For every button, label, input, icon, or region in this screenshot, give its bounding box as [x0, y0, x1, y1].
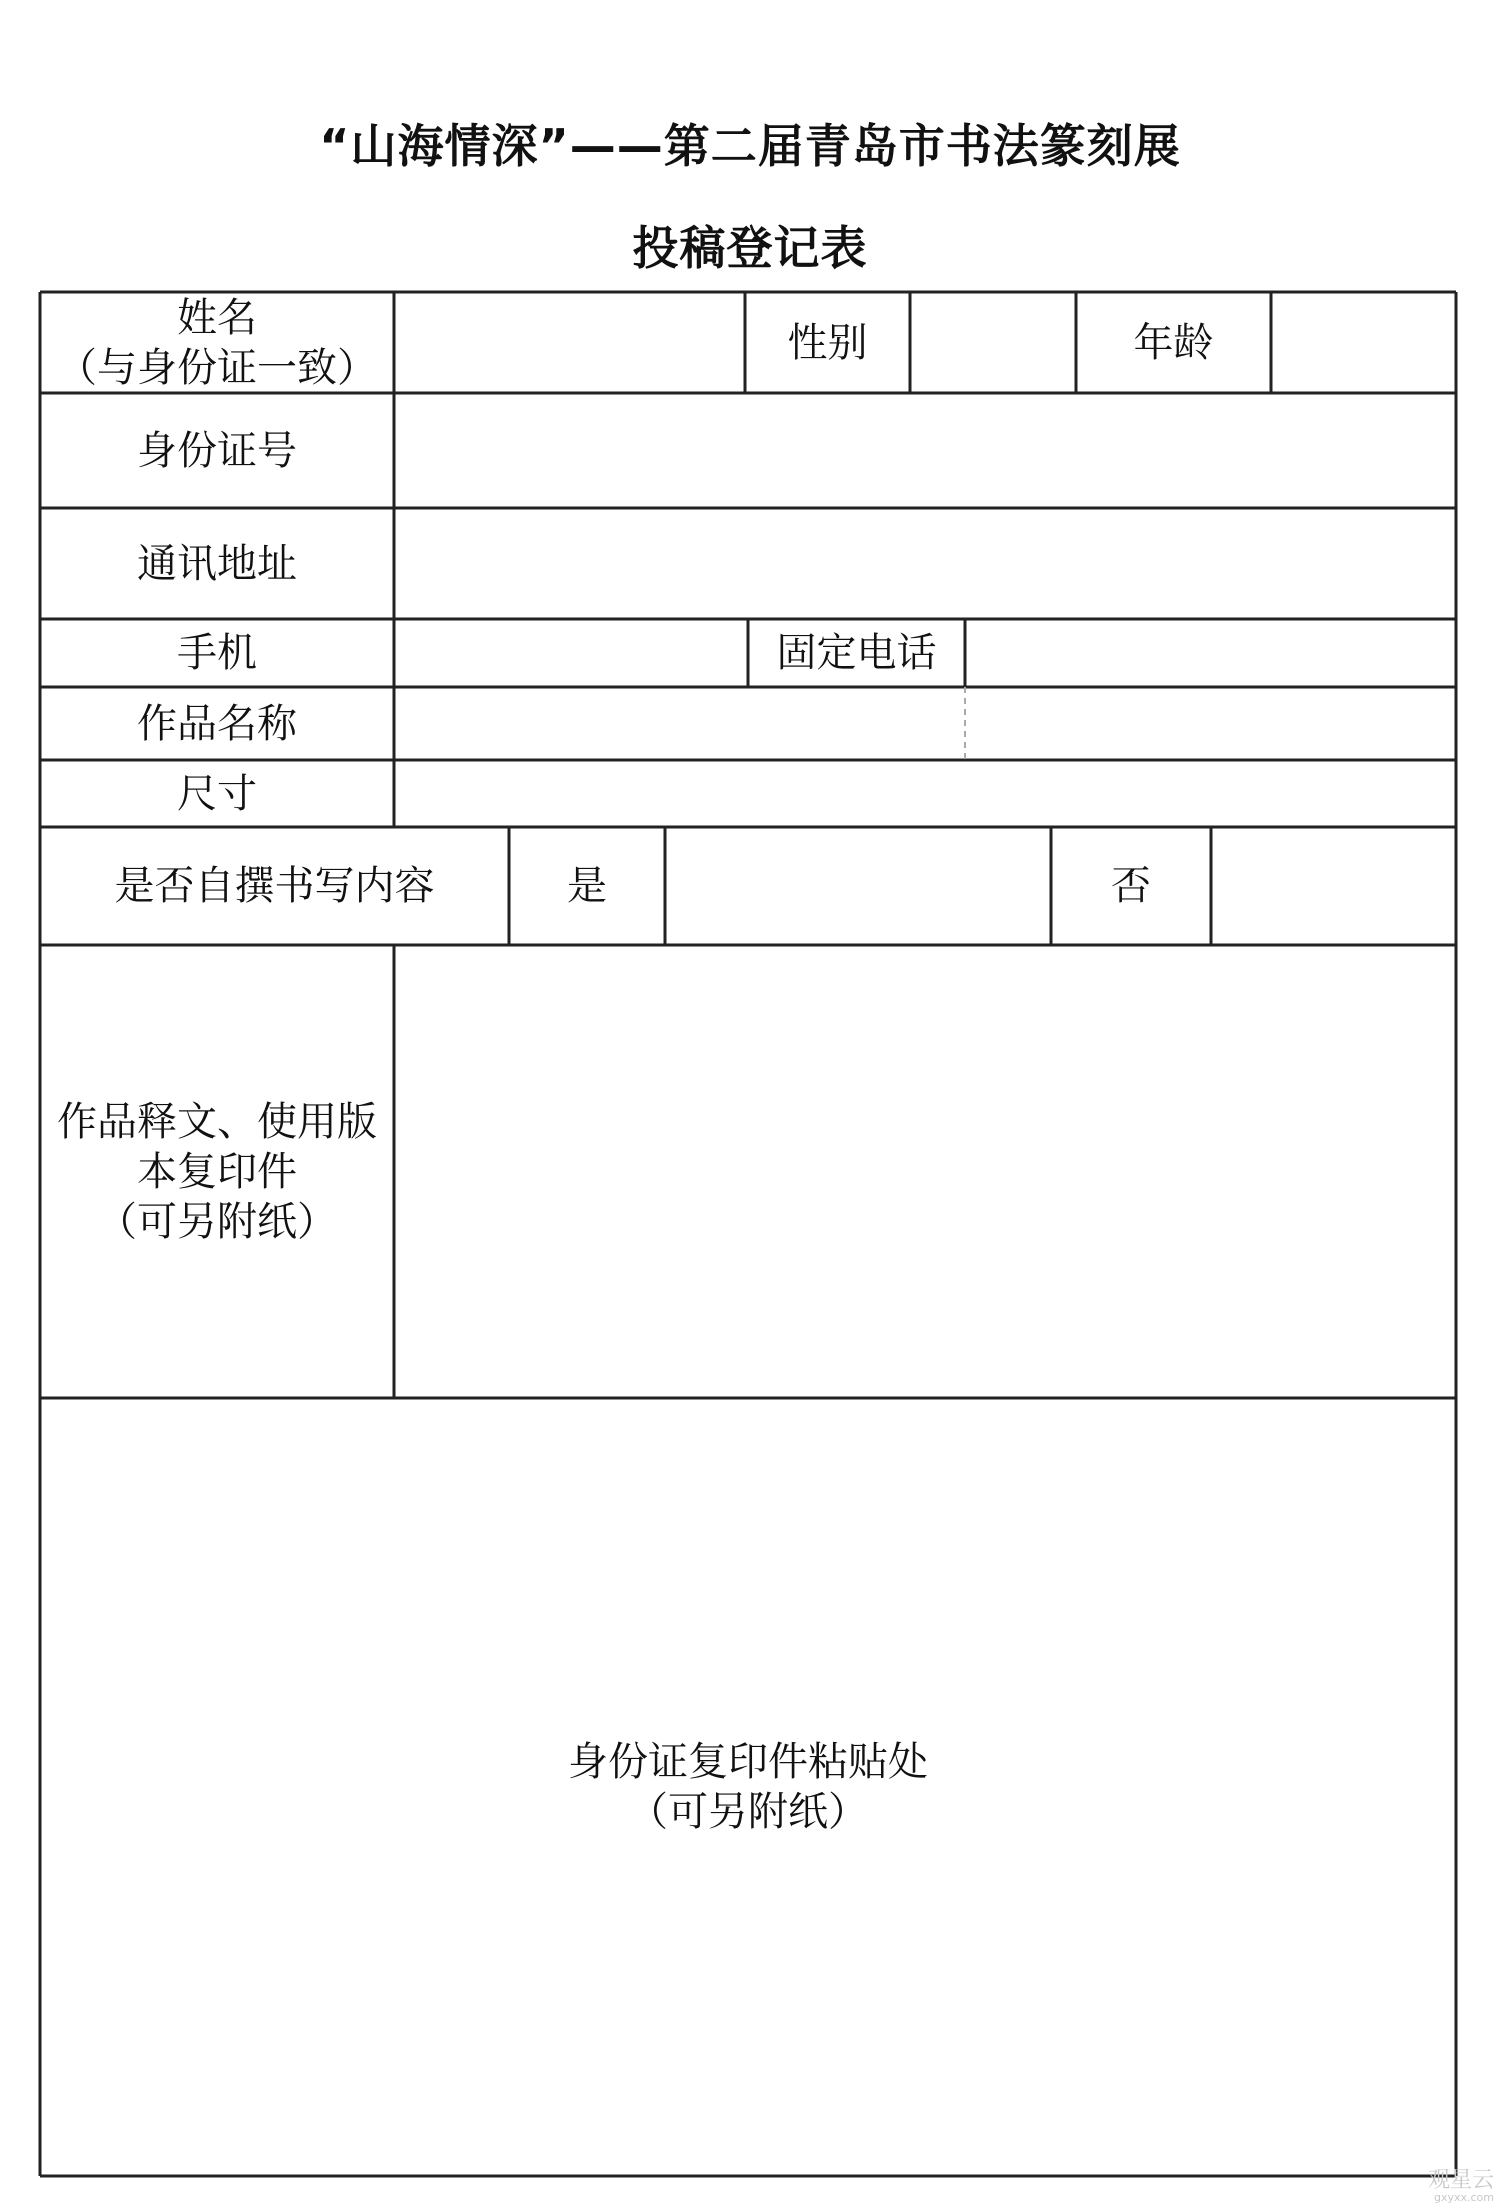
size-input-cell[interactable] — [394, 760, 1456, 827]
work-title-label: 作品名称 — [137, 700, 297, 747]
landline-label: 固定电话 — [776, 630, 937, 676]
yes-label: 是 — [567, 863, 607, 909]
transcript-label-line2: 本复印件 — [137, 1148, 297, 1195]
no-label: 否 — [1111, 863, 1151, 909]
id-copy-note: （可另附纸） — [628, 1789, 868, 1835]
transcript-label-line3: （可另附纸） — [97, 1198, 337, 1245]
yes-input-cell[interactable] — [665, 827, 1051, 945]
watermark-sub: gxyxx.com — [1433, 2191, 1494, 2204]
name-input-cell[interactable] — [394, 292, 745, 393]
address-input-cell[interactable] — [394, 508, 1456, 619]
gender-input-cell[interactable] — [910, 292, 1076, 393]
self-written-label: 是否自撰书写内容 — [114, 863, 435, 909]
form-title: “山海情深”——第二届青岛市书法篆刻展 — [319, 119, 1181, 173]
form-subtitle: 投稿登记表 — [632, 221, 868, 275]
watermark-text: 观星云 — [1427, 2168, 1494, 2193]
no-input-cell[interactable] — [1211, 827, 1456, 945]
name-label-note: （与身份证一致） — [57, 344, 377, 391]
gender-label: 性别 — [787, 319, 868, 366]
mobile-label: 手机 — [177, 630, 257, 676]
transcript-input-cell[interactable] — [394, 945, 1456, 1398]
id-number-label: 身份证号 — [137, 427, 297, 474]
id-copy-area[interactable] — [40, 1398, 1456, 2176]
transcript-label — [40, 945, 394, 1398]
address-label: 通讯地址 — [137, 540, 297, 587]
age-input-cell[interactable] — [1271, 292, 1456, 393]
id-number-input-cell[interactable] — [394, 393, 1456, 508]
watermark-logo — [1428, 2170, 1494, 2204]
id-copy-label: 身份证复印件粘贴处 — [568, 1739, 928, 1785]
landline-input-cell[interactable] — [965, 619, 1456, 687]
age-label: 年龄 — [1133, 319, 1214, 366]
name-label-text: 姓名 — [177, 294, 257, 341]
size-label: 尺寸 — [177, 770, 257, 817]
mobile-input-cell[interactable] — [394, 619, 748, 687]
name-label — [40, 292, 394, 393]
transcript-label-line1: 作品释文、使用版 — [57, 1098, 377, 1145]
work-title-input-cell[interactable] — [394, 687, 1456, 760]
